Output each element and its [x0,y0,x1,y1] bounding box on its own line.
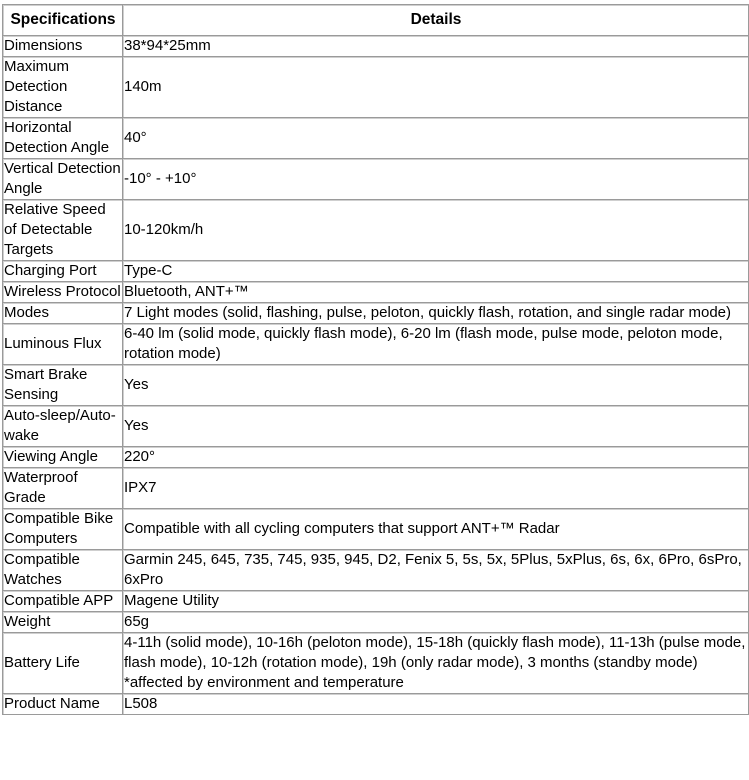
spec-label: Compatible Bike Computers [3,509,123,550]
spec-value: Magene Utility [123,591,749,612]
table-row [3,633,749,694]
spec-label: Horizontal Detection Angle [3,118,123,159]
table-row [3,509,749,550]
spec-label: Smart Brake Sensing [3,365,123,406]
spec-value: L508 [123,694,749,715]
spec-value: 10-120km/h [123,200,749,261]
spec-label: Product Name [3,694,123,715]
table-row [3,159,749,200]
table-row [3,468,749,509]
spec-label: Luminous Flux [3,324,123,365]
spec-value: 38*94*25mm [123,36,749,57]
spec-label: Maximum Detection Distance [3,57,123,118]
spec-value: 220° [123,447,749,468]
header-details: Details [123,5,749,36]
spec-label: Compatible Watches [3,550,123,591]
spec-label: Compatible APP [3,591,123,612]
spec-label: Modes [3,303,123,324]
table-row [3,261,749,282]
table-row [3,57,749,118]
spec-value: 7 Light modes (solid, flashing, pulse, peloton, quickly flash, rotation, and single radar mode) [123,303,749,324]
header-specifications: Specifications [3,5,123,36]
spec-value: Yes [123,365,749,406]
table-row [3,324,749,365]
table-row [3,591,749,612]
spec-value: Bluetooth, ANT+™ [123,282,749,303]
table-row [3,118,749,159]
table-row [3,365,749,406]
spec-value: -10° - +10° [123,159,749,200]
spec-value: 140m [123,57,749,118]
spec-value: 6-40 lm (solid mode, quickly flash mode), 6-20 lm (flash mode, pulse mode, peloton mode, rotation mode) [123,324,749,365]
table-row [3,303,749,324]
spec-label: Battery Life [3,633,123,694]
table-header-row [3,5,749,36]
table-row [3,200,749,261]
spec-value: Compatible with all cycling computers that support ANT+™ Radar [123,509,749,550]
spec-value: Yes [123,406,749,447]
spec-label: Viewing Angle [3,447,123,468]
table-row [3,550,749,591]
spec-label: Waterproof Grade [3,468,123,509]
table-row [3,282,749,303]
spec-label: Charging Port [3,261,123,282]
spec-value: IPX7 [123,468,749,509]
spec-value: 40° [123,118,749,159]
spec-value: 4-11h (solid mode), 10-16h (peloton mode), 15-18h (quickly flash mode), 11-13h (pulse mode, flash mode), 10-12h (rotation mode), 19h (only radar mode), 3 months (standby mode) *affected by environment and temperature [123,633,749,694]
table-row [3,406,749,447]
table-row [3,694,749,715]
spec-label: Vertical Detection Angle [3,159,123,200]
spec-label: Relative Speed of Detectable Targets [3,200,123,261]
spec-value: Type-C [123,261,749,282]
spec-label: Weight [3,612,123,633]
spec-label: Dimensions [3,36,123,57]
table-row [3,612,749,633]
spec-value: 65g [123,612,749,633]
table-row [3,36,749,57]
spec-label: Auto-sleep/Auto-wake [3,406,123,447]
specifications-table [2,4,749,715]
spec-value: Garmin 245, 645, 735, 745, 935, 945, D2, Fenix 5, 5s, 5x, 5Plus, 5xPlus, 6s, 6x, 6Pro, 6sPro, 6xPro [123,550,749,591]
table-row [3,447,749,468]
spec-label: Wireless Protocol [3,282,123,303]
